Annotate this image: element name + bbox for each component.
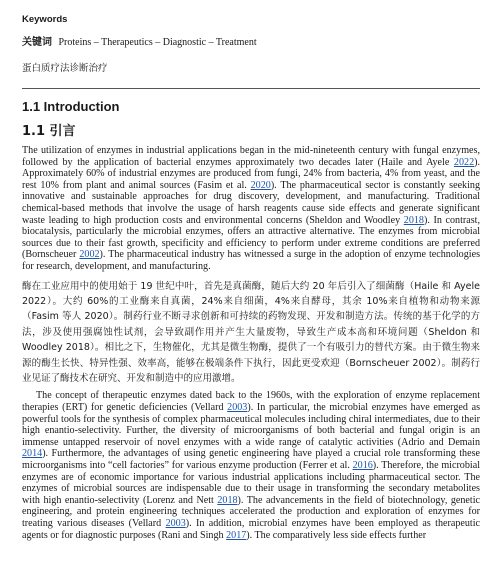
keywords-label-cn: 关键词 [22,37,52,48]
keywords-line [22,33,480,48]
p1-text-3: ). The pharmaceutical sector is constantly seeking innovative and sustainable approaches for drug discovery, development, and manufacturing. Traditional chemical-based methods that involve the usage of harsh reagents cause side effects and generate significant waste leading to high production costs and environmental concerns (Sheldon and Woodley [22,179,480,226]
p1-text-1: The utilization of enzymes in industrial applications began in the mid-nineteenth century with fungal enzymes, followed by the application of bacterial enzymes approximately two decades later (Haile and Ayele [22,145,480,168]
p2-text-3: ). Furthermore, the advantages of using genetic engineering have played a crucial role transforming these microorganisms into “cell factories” for various enzyme production (Ferrer et al. [22,448,480,471]
section-divider [22,88,480,89]
citation-link[interactable]: 2003 [227,401,248,413]
citation-link[interactable]: 2014 [22,448,43,460]
paragraph-2 [22,390,480,541]
paragraph-1-cn: 酶在工业应用中的使用始于 19 世纪中叶，首先是真菌酶，随后大约 20 年后引入了细菌酶（Haile 和 Ayele 2022）。大约 60%的工业酶来自真菌，24%来自细菌，4%来自酵母，其余 10%来自植物和动物来源（Fasim 等人 2020）。制药行业不断寻求创新和可持续的药物发现、开发和制造方法。传统的基于化学的方法，涉及使用强腐蚀性试剂，会导致副作用并产生大量废物，导致生产成本高和环境问题（Sheldon 和 Woodley 2018）。相比之下，生物催化，尤其是微生物酶，提供了一个有吸引力的替代方案。由于微生物来源的酶生长快、特异性强、效率高，能够在极端条件下执行，因此更受欢迎（Bornscheuer 2002）。制药行业见证了酶技术在研究、开发和制造中的应用激增。 [22,280,480,384]
p1-text-5: ). The pharmaceutical industry has witnessed a surge in the adoption of enzyme technologies for research, development, and manufacturing. [22,249,480,272]
citation-link[interactable]: 2016 [352,459,373,471]
p2-text-7: ). The comparatively less side effects further [246,529,427,541]
citation-link[interactable]: 2002 [79,249,100,261]
p1-text-4: ). In contrast, biocatalysis, particularly the microbial enzymes, offers an attractive alternative. The enzymes from microbial sources due to their fast growth, specificity and efficiency to perform under extreme conditions are preferred (Bornscheuer [22,214,480,261]
p2-text-6: ). In addition, microbial enzymes have been employed as therapeutic agents or for diagnostic purposes (Rani and Singh [22,517,480,541]
p2-text-5: ). The advancements in the field of biotechnology, genetic engineering, and protein engineering techniques accelerated the production and exploration of enzymes for treating various diseases (Vellard [22,494,480,529]
p2-text-4: ). Therefore, the microbial enzymes are of economic importance for various industrial applications including pharmaceutical sector. The enzymes of microbial sources are indispensable due to their usage in transforming the secondary metabolites with high enantio-selectivity (Lorenz and Nett [22,459,480,506]
paper-page [22,8,480,547]
section-title: 1.1 Introduction [22,99,120,114]
keywords-list: Proteins – Therapeutics – Diagnostic – Treatment [58,37,257,48]
section-title-cn: 1.1 引言 [22,124,76,139]
citation-link[interactable]: 2017 [226,529,247,541]
citation-link[interactable]: 2003 [165,517,186,529]
keywords-list-cn: 蛋白质疗法诊断治疗 [22,63,108,74]
p2-text-1: The concept of therapeutic enzymes dated back to the 1960s, with the exploration of enzyme replacement therapies (ERT) for genetic deficiencies (Vellard [22,390,480,413]
p2-text-2: ). In particular, the microbial enzymes have emerged as powerful tools for the synthesis of complex pharmaceutical molecules including chiral intermediates, due to their high enantio-selectivity. Further, the diversity of microorganisms of both bacterial and fungal origin is an immense untapped reservoir of novel enzymes with a wide range of catalytic activities (Adrio and Demain [22,401,480,448]
p1-text-2: ). Approximately 60% of industrial enzymes are produced from fungi, 24% from bacteria, 4% from yeast, and the rest 10% from plant and animal sources (Fasim et al. [22,156,480,191]
citation-link[interactable]: 2018 [403,214,424,226]
citation-link[interactable]: 2020 [250,179,271,191]
citation-link[interactable]: 2018 [217,494,238,506]
paragraph-1 [22,145,480,273]
keywords-heading: Keywords [22,14,68,25]
citation-link[interactable]: 2022 [453,156,475,168]
